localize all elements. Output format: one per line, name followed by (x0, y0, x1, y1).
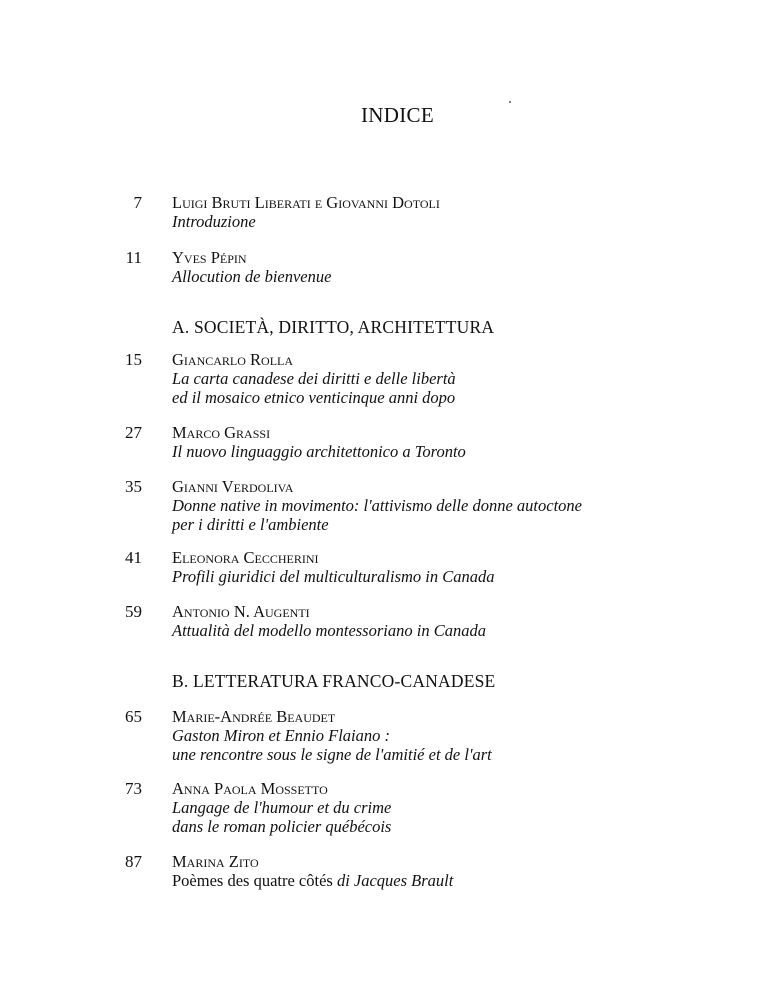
page-number: 27 (125, 423, 142, 442)
page-number: 7 (133, 193, 142, 212)
page-title: INDICE (361, 103, 434, 127)
entry-author: Gianni Verdoliva (172, 477, 294, 496)
entry-text (172, 852, 732, 890)
page-number: 87 (125, 852, 142, 871)
page-number: 35 (125, 477, 142, 496)
entry-work (172, 871, 732, 890)
entry-author: Luigi Bruti Liberati e Giovanni Dotoli (172, 193, 440, 212)
entry-text (172, 477, 732, 534)
entry-text (172, 248, 732, 286)
print-speck (509, 101, 511, 103)
entry-author: Yves Pépin (172, 248, 247, 267)
entry-text (172, 193, 732, 231)
entry-work: Il nuovo linguaggio architettonico a Toronto (172, 442, 466, 461)
entry-text (172, 423, 732, 461)
entry-work: La carta canadese dei diritti e delle libertà ed il mosaico etnico venticinque anni dopo (172, 369, 456, 407)
entry-work-title: Poèmes des quatre côtés (172, 871, 333, 890)
entry-author: Marie-Andrée Beaudet (172, 707, 336, 726)
page-number: 41 (125, 548, 142, 567)
entry-work: Donne native in movimento: l'attivismo delle donne autoctone per i diritti e l'ambiente (172, 496, 582, 534)
page-number: 11 (125, 248, 142, 267)
section-heading-b: B. LETTERATURA FRANCO-CANADESE (172, 671, 496, 691)
entry-author: Eleonora Ceccherini (172, 548, 319, 567)
entry-work: Profili giuridici del multiculturalismo in Canada (172, 567, 495, 586)
entry-author: Anna Paola Mossetto (172, 779, 328, 798)
entry-work-attribution: di Jacques Brault (336, 871, 454, 890)
entry-author: Marina Zito (172, 852, 259, 871)
entry-author: Antonio N. Augenti (172, 602, 310, 621)
entry-work: Introduzione (172, 212, 256, 231)
page-number: 73 (125, 779, 142, 798)
section-heading-a: A. SOCIETÀ, DIRITTO, ARCHITETTURA (172, 317, 495, 337)
entry-text (172, 779, 732, 836)
page-number: 59 (125, 602, 142, 621)
entry-text (172, 350, 732, 407)
entry-work: Allocution de bienvenue (172, 267, 332, 286)
entry-work: Attualità del modello montessoriano in Canada (172, 621, 486, 640)
entry-author: Giancarlo Rolla (172, 350, 294, 369)
entry-work: Gaston Miron et Ennio Flaiano : une rencontre sous le signe de l'amitié et de l'art (172, 726, 492, 764)
entry-text (172, 707, 732, 764)
page-number: 65 (125, 707, 142, 726)
entry-text (172, 602, 732, 640)
entry-work: Langage de l'humour et du crime dans le roman policier québécois (172, 798, 392, 836)
page-number: 15 (125, 350, 142, 369)
entry-text (172, 548, 732, 586)
entry-author: Marco Grassi (172, 423, 271, 442)
